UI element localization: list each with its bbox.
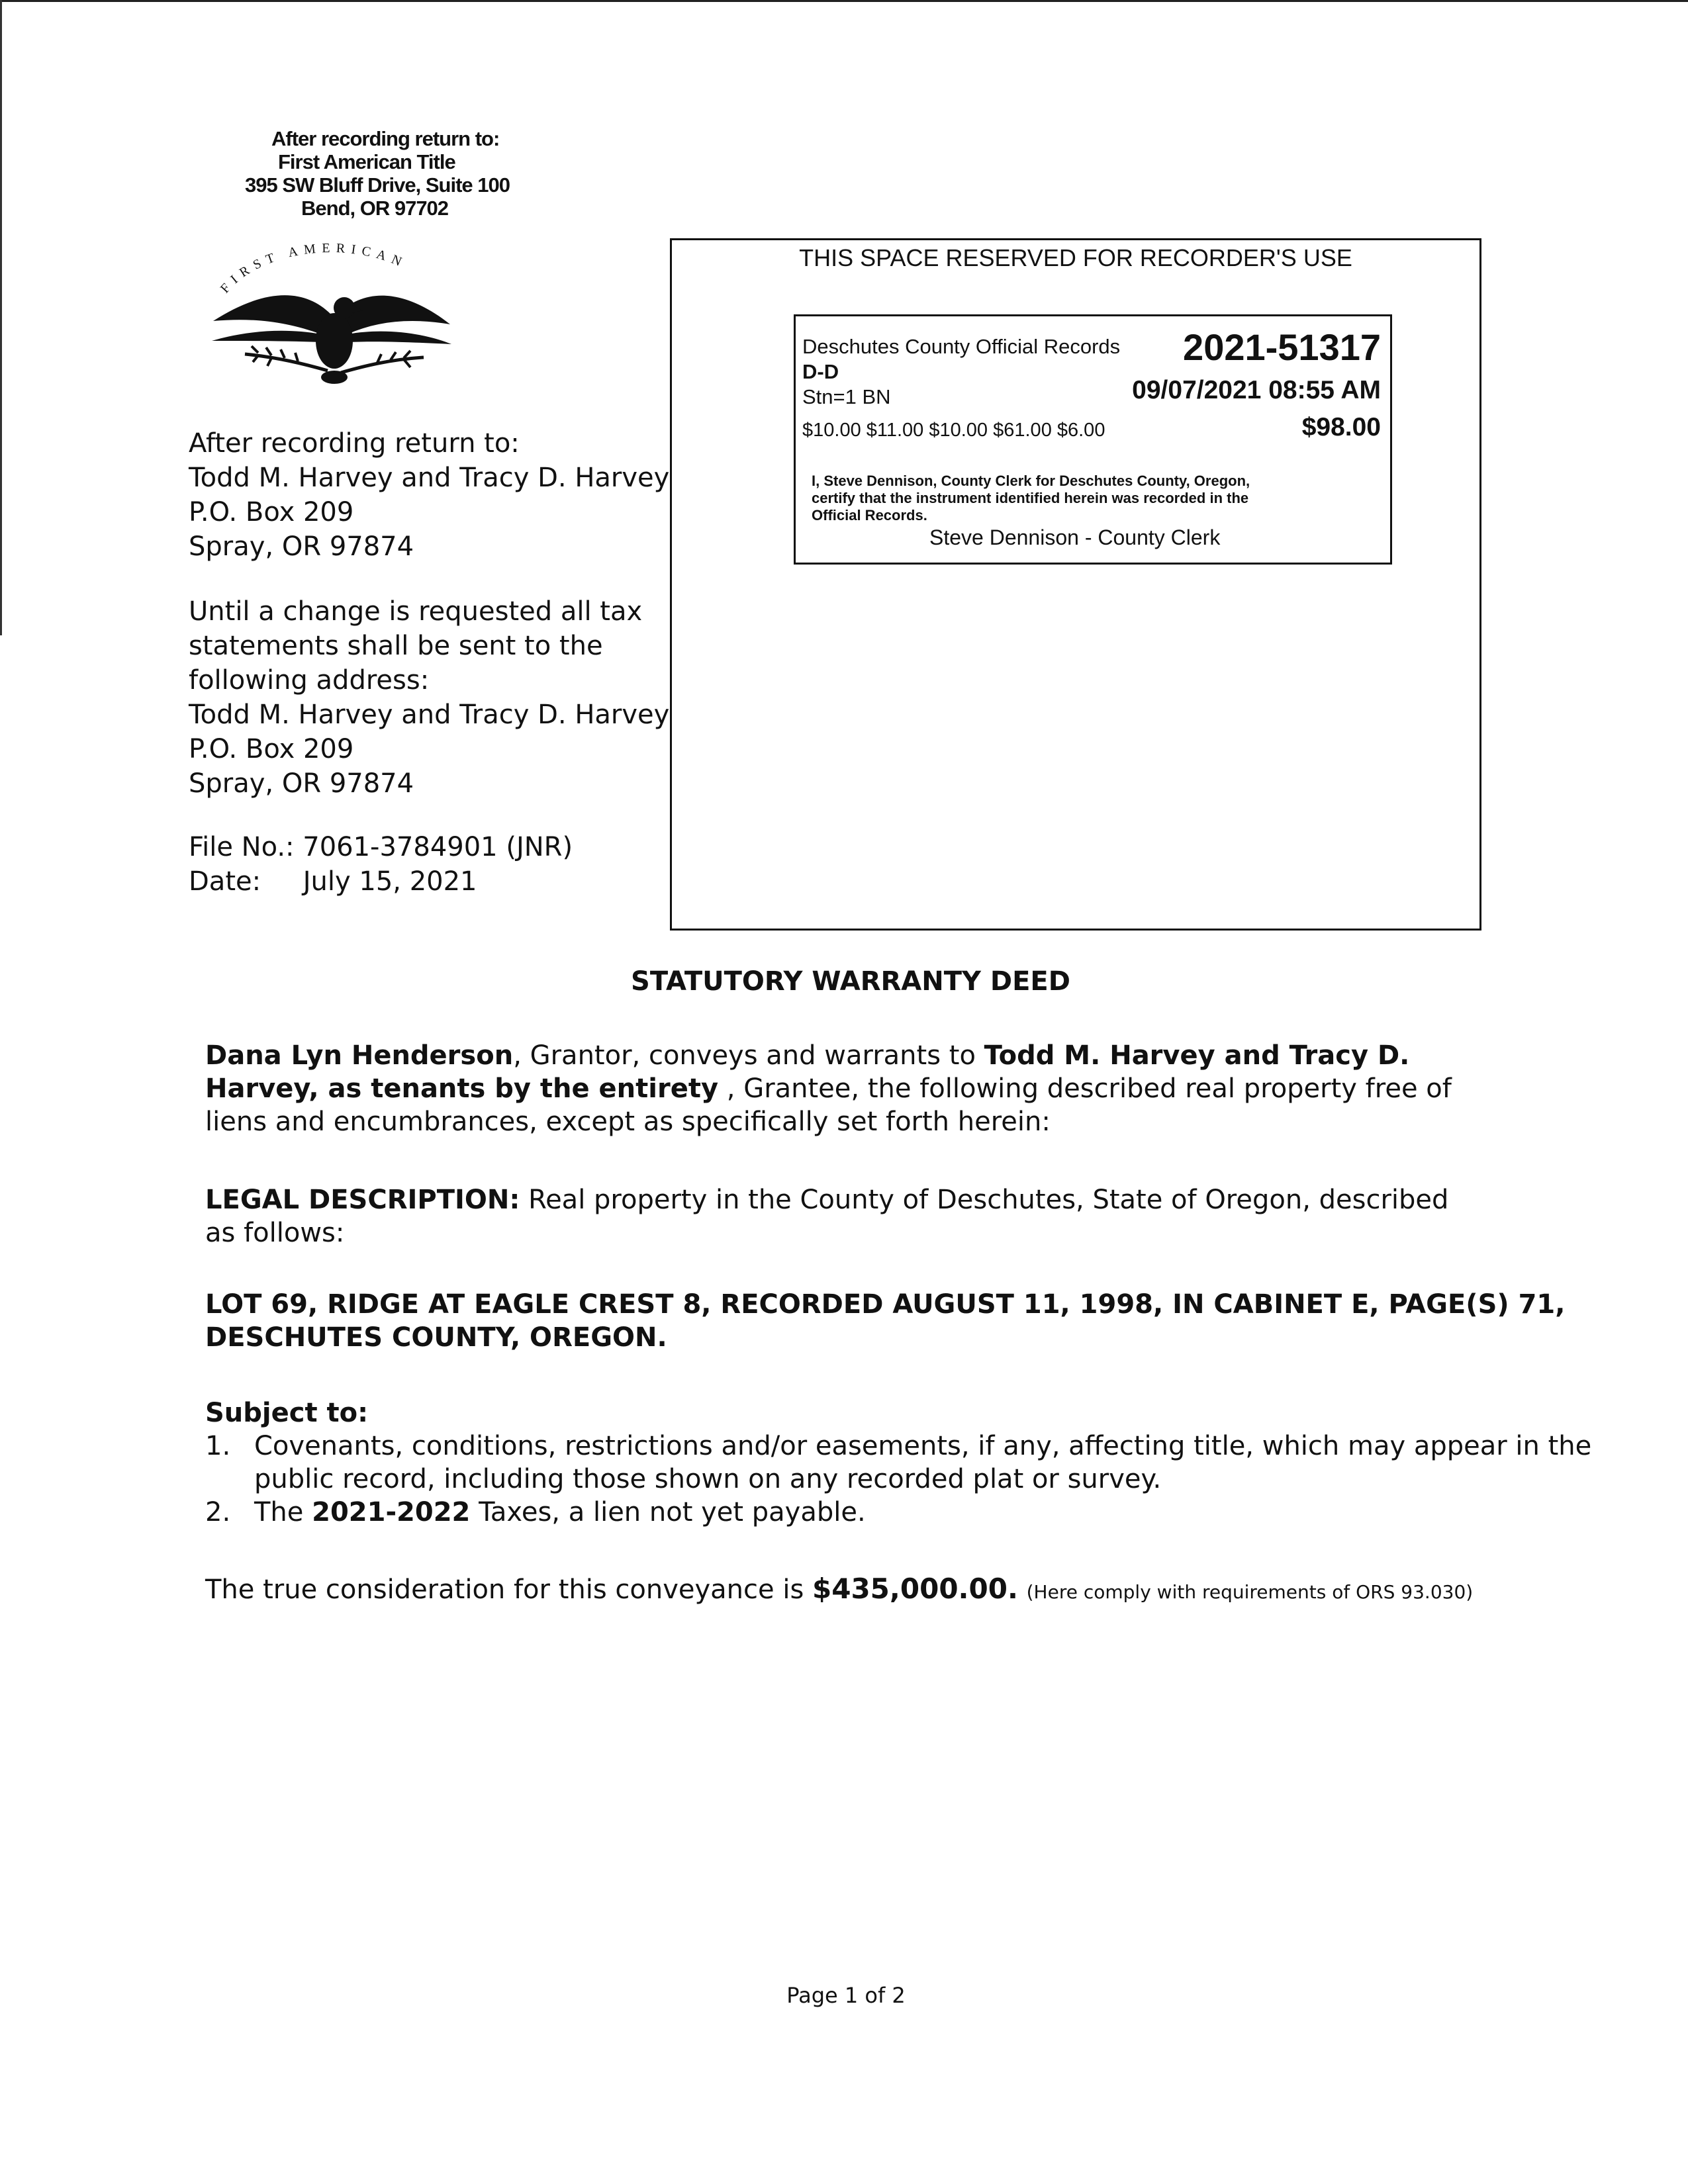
legal-label: LEGAL DESCRIPTION:: [205, 1185, 520, 1215]
file-no-value: 7061-3784901 (JNR): [303, 832, 573, 862]
legal-description: [205, 1183, 1450, 1250]
recording-stamp: [794, 314, 1392, 565]
return-address-stamp: [245, 127, 510, 220]
item-line: Covenants, conditions, restrictions and/or easements, if any, affecting title, which may appear in the: [254, 1431, 1592, 1461]
return-to-address2: Spray, OR 97874: [189, 531, 414, 562]
scan-edge-top: [0, 0, 1688, 2]
item-text: [254, 1496, 866, 1529]
deed-title: STATUTORY WARRANTY DEED: [631, 966, 1070, 997]
logo-arc-text: FIRST AMERICAN: [217, 242, 410, 296]
subject-item: [205, 1496, 1503, 1529]
file-info-block: [189, 830, 573, 899]
item-line: public record, including those shown on any recorded plat or survey.: [254, 1464, 1162, 1494]
consideration-paragraph: [205, 1572, 1473, 1609]
stamp-line: Bend, OR 97702: [301, 197, 449, 220]
tax-line: following address:: [189, 665, 430, 696]
lot-line: DESCHUTES COUNTY, OREGON.: [205, 1322, 667, 1353]
page-number: Page 1 of 2: [786, 1983, 906, 2008]
return-to-name: Todd M. Harvey and Tracy D. Harvey: [189, 463, 670, 493]
consideration-text: The true consideration for this conveyance is: [205, 1574, 813, 1605]
item-text: [254, 1430, 1591, 1496]
recorder-use-box: [670, 238, 1481, 931]
lot-line: LOT 69, RIDGE AT EAGLE CREST 8, RECORDED AUGUST 11, 1998, IN CABINET E, PAGE(S) 71,: [205, 1289, 1566, 1320]
recorder-doc-number: 2021-51317: [1183, 326, 1381, 368]
conveyance-text: , Grantor, conveys and warrants to: [513, 1040, 984, 1071]
tax-line: statements shall be sent to the: [189, 631, 603, 661]
lot-description: [205, 1288, 1565, 1354]
recorder-office: Deschutes County Official Records: [802, 335, 1121, 358]
item-text-part: The: [254, 1497, 312, 1527]
tax-line: Until a change is requested all tax: [189, 596, 643, 627]
conveyance-paragraph: [205, 1039, 1496, 1138]
conveyance-text: , Grantee, the following described real property free of liens and encumbrances, except as specifically set forth herein:: [205, 1073, 1452, 1137]
cert-line: certify that the instrument identified herein was recorded in the: [812, 490, 1249, 506]
scan-edge-left: [0, 0, 2, 635]
eagle-icon: [205, 242, 457, 394]
consideration-note: (Here comply with requirements of ORS 93.030): [1026, 1581, 1474, 1603]
file-no-row: [189, 830, 573, 864]
recorder-total: $98.00: [1301, 413, 1381, 441]
item-text-part: Taxes, a lien not yet payable.: [470, 1497, 866, 1527]
date-row: [189, 864, 573, 899]
return-to-address1: P.O. Box 209: [189, 497, 354, 527]
grantee-name: Todd M. Harvey and Tracy D. Harvey, as tenants by the entirety: [205, 1040, 1410, 1104]
tax-address1: P.O. Box 209: [189, 734, 354, 764]
file-no-label: File No.:: [189, 832, 295, 862]
cert-line: I, Steve Dennison, County Clerk for Deschutes County, Oregon,: [812, 473, 1250, 489]
stamp-line: First American Title: [278, 150, 455, 173]
return-to-heading: After recording return to:: [189, 428, 520, 459]
subject-to-heading: Subject to:: [205, 1398, 369, 1428]
stamp-line: After recording return to:: [271, 127, 500, 150]
recorder-header: THIS SPACE RESERVED FOR RECORDER'S USE: [799, 244, 1352, 271]
recorder-doc-type: D-D: [802, 360, 839, 383]
legal-text: Real property in the County of Deschutes, State of Oregon, described as follows:: [205, 1185, 1449, 1248]
return-to-block: [189, 426, 669, 564]
recorder-fees: $10.00 $11.00 $10.00 $61.00 $6.00: [802, 420, 1105, 441]
tax-name: Todd M. Harvey and Tracy D. Harvey: [189, 700, 670, 730]
recorder-station: Stn=1 BN: [802, 385, 891, 408]
stamp-line: 395 SW Bluff Drive, Suite 100: [245, 173, 510, 197]
tax-years: 2021-2022: [312, 1497, 471, 1527]
recorder-datetime: 09/07/2021 08:55 AM: [1132, 376, 1381, 404]
item-number: 2.: [205, 1497, 231, 1527]
subject-item: [205, 1430, 1592, 1496]
cert-line: Official Records.: [812, 507, 927, 523]
recorder-signature: Steve Dennison - County Clerk: [929, 525, 1221, 549]
item-number: 1.: [205, 1431, 231, 1461]
subject-to-section: [205, 1396, 1592, 1529]
grantor-name: Dana Lyn Henderson: [205, 1040, 514, 1071]
tax-statements-block: [189, 594, 669, 801]
recorder-certification: [812, 473, 1250, 524]
date-label: Date:: [189, 866, 261, 897]
tax-address2: Spray, OR 97874: [189, 768, 414, 799]
date-value: July 15, 2021: [303, 866, 477, 897]
consideration-amount: $435,000.00.: [812, 1572, 1018, 1605]
first-american-eagle-logo: [205, 242, 457, 394]
